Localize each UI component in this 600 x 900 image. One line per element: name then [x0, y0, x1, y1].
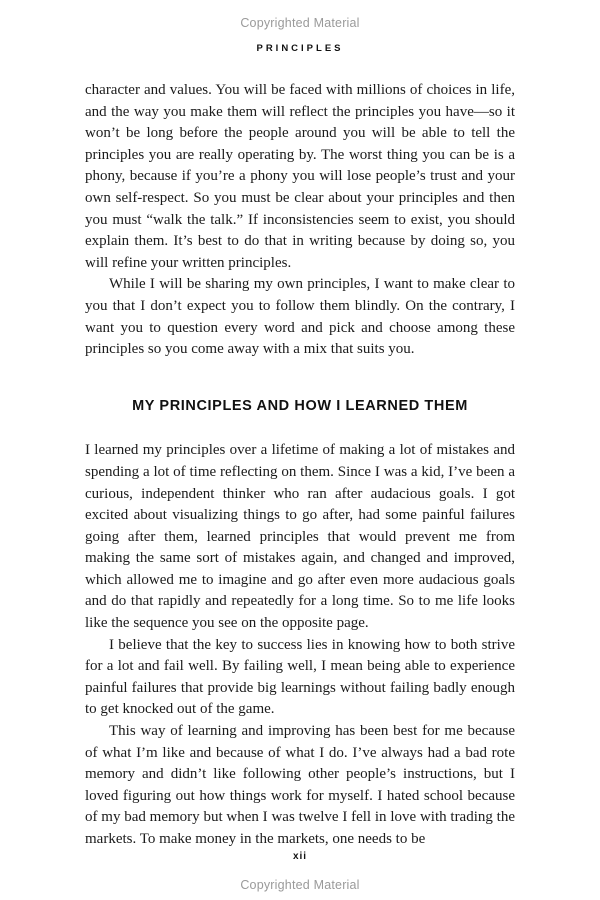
watermark-top: Copyrighted Material	[240, 16, 360, 30]
paragraph: While I will be sharing my own principles, I want to make clear to you that I don’t expect you to follow them blindly. On the contrary, I want you to question every word and pick and choose among these principles so you come away with a mix that suits you.	[85, 276, 515, 358]
body-text	[85, 80, 515, 851]
watermark-bottom: Copyrighted Material	[240, 877, 360, 892]
paragraph: This way of learning and improving has been best for me because of what I’m like and because of what I do. I’ve always had a bad rote memory and didn’t like following other people’s instructions, but I loved figuring out how things work for myself. I hated school because of my bad memory but when I was twelve I fell in love with trading the markets. To make money in the markets, one needs to be	[85, 723, 515, 847]
page-footer	[85, 851, 515, 892]
running-header: PRINCIPLES	[256, 43, 344, 54]
page-number: xii	[292, 850, 308, 862]
paragraph: I learned my principles over a lifetime of making a lot of mistakes and spending a lot of time reflecting on them. Since I was a kid, I’ve been a curious, independent thinker who ran after audacious goals. I got excited about visualizing things to go after, had some painful failures going after them, learned principles that would prevent me from making the same sort of mistakes again, and changed and improved, which allowed me to imagine and go after even more audacious goals and do that rapidly and repeatedly for a long time. So to me life looks like the sequence you see on the opposite page.	[85, 442, 515, 632]
section-heading: MY PRINCIPLES AND HOW I LEARNED THEM	[132, 397, 468, 414]
paragraph: character and values. You will be faced with millions of choices in life, and the way you make them will reflect the principles you have—so it won’t be long before the people around you will be able to tell the principles you are really operating by. The worst thing you can be is a phony, because if you’re a phony you will lose people’s trust and your own self-respect. So you must be clear about your principles and then you must “walk the talk.” If inconsistencies seem to exist, you should explain them. It’s best to do that in writing because by doing so, you will refine your written principles.	[85, 82, 515, 271]
paragraph: I believe that the key to success lies in knowing how to both strive for a lot and fail well. By failing well, I mean being able to experience painful failures that provide big learnings without failing badly enough to get knocked out of the game.	[85, 636, 515, 718]
